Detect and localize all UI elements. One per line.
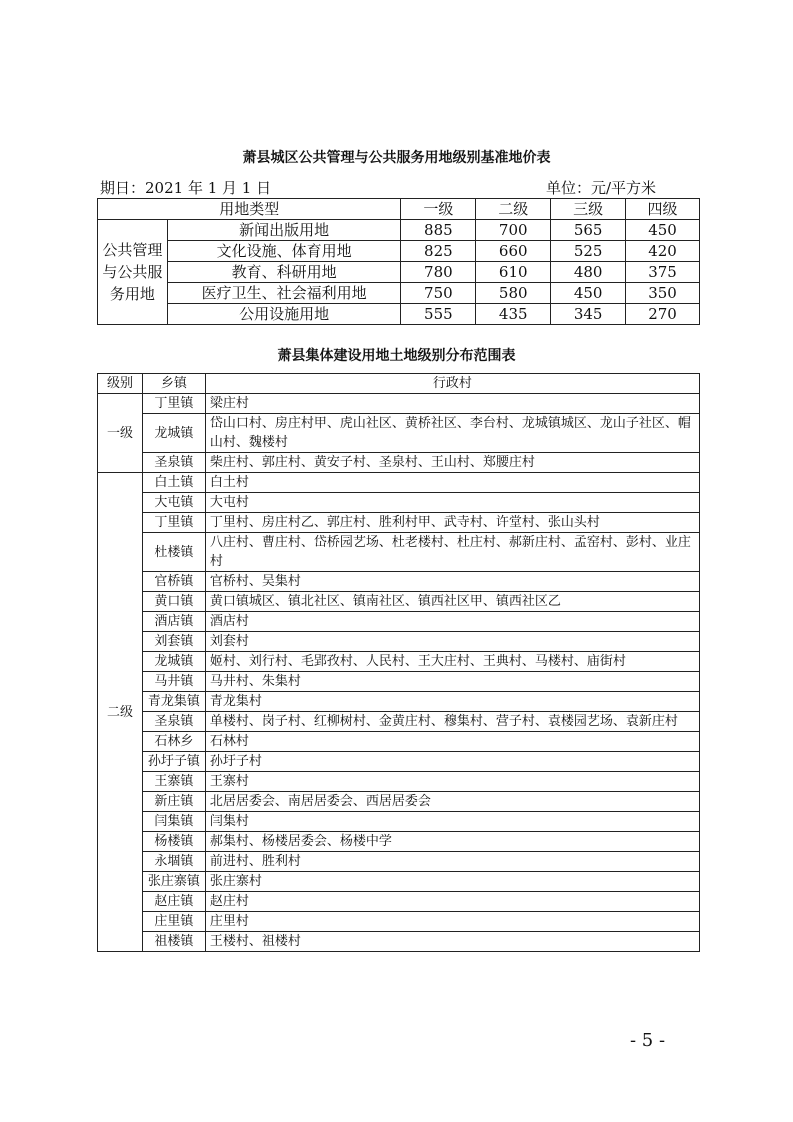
dist-villages: 石林村 [205, 732, 699, 752]
dist-row [98, 792, 700, 812]
dist-row [98, 852, 700, 872]
price-value-level-1: 825 [401, 241, 476, 262]
dist-town: 永堌镇 [142, 852, 205, 872]
page-number: - 5 - [630, 1030, 666, 1051]
price-header-row [98, 199, 700, 220]
price-value-level-4: 450 [626, 220, 700, 241]
dist-row [98, 414, 700, 453]
price-value-level-2: 660 [476, 241, 551, 262]
price-value-level-1: 750 [401, 283, 476, 304]
dist-row [98, 932, 700, 952]
dist-level: 二级 [98, 473, 143, 952]
dist-row [98, 672, 700, 692]
dist-row [98, 612, 700, 632]
dist-town: 新庄镇 [142, 792, 205, 812]
dist-villages: 柴庄村、郭庄村、黄安子村、圣泉村、王山村、郑腰庄村 [205, 453, 699, 473]
price-land-type: 公用设施用地 [167, 304, 401, 325]
dist-table-title: 萧县集体建设用地土地级别分布范围表 [277, 348, 516, 364]
dist-town: 圣泉镇 [142, 712, 205, 732]
price-category: 公共管理与公共服务用地 [98, 220, 168, 325]
dist-villages: 马井村、朱集村 [205, 672, 699, 692]
price-header-type: 用地类型 [98, 199, 401, 220]
price-table [97, 198, 700, 325]
price-value-level-2: 700 [476, 220, 551, 241]
price-header-level-4: 四级 [626, 199, 700, 220]
dist-row [98, 772, 700, 792]
price-land-type: 新闻出版用地 [167, 220, 401, 241]
price-row [98, 220, 700, 241]
price-value-level-3: 565 [551, 220, 626, 241]
dist-row [98, 513, 700, 533]
price-land-type: 教育、科研用地 [167, 262, 401, 283]
dist-row [98, 394, 700, 414]
dist-villages: 官桥村、吴集村 [205, 572, 699, 592]
dist-row [98, 533, 700, 572]
dist-row [98, 912, 700, 932]
dist-row [98, 592, 700, 612]
dist-town: 闫集镇 [142, 812, 205, 832]
dist-town: 圣泉镇 [142, 453, 205, 473]
dist-villages: 孙圩子村 [205, 752, 699, 772]
price-land-type: 文化设施、体育用地 [167, 241, 401, 262]
dist-row [98, 872, 700, 892]
dist-town: 丁里镇 [142, 513, 205, 533]
price-row [98, 283, 700, 304]
dist-villages: 梁庄村 [205, 394, 699, 414]
dist-villages: 王楼村、祖楼村 [205, 932, 699, 952]
dist-row [98, 692, 700, 712]
dist-header-level: 级别 [98, 374, 143, 394]
price-value-level-3: 450 [551, 283, 626, 304]
dist-level: 一级 [98, 394, 143, 473]
price-value-level-3: 345 [551, 304, 626, 325]
dist-villages: 闫集村 [205, 812, 699, 832]
dist-town: 酒店镇 [142, 612, 205, 632]
dist-row [98, 712, 700, 732]
price-value-level-1: 780 [401, 262, 476, 283]
dist-villages: 王寨村 [205, 772, 699, 792]
dist-villages: 白土村 [205, 473, 699, 493]
dist-header-villages: 行政村 [205, 374, 699, 394]
dist-row [98, 453, 700, 473]
dist-villages: 赵庄村 [205, 892, 699, 912]
dist-villages: 黄口镇城区、镇北社区、镇南社区、镇西社区甲、镇西社区乙 [205, 592, 699, 612]
price-value-level-3: 525 [551, 241, 626, 262]
dist-row [98, 572, 700, 592]
dist-villages: 青龙集村 [205, 692, 699, 712]
price-value-level-1: 555 [401, 304, 476, 325]
dist-row [98, 812, 700, 832]
dist-town: 石林乡 [142, 732, 205, 752]
dist-town: 龙城镇 [142, 414, 205, 453]
dist-row [98, 732, 700, 752]
dist-town: 白土镇 [142, 473, 205, 493]
dist-row [98, 493, 700, 513]
dist-row [98, 652, 700, 672]
dist-villages: 刘套村 [205, 632, 699, 652]
dist-town: 马井镇 [142, 672, 205, 692]
dist-town: 杨楼镇 [142, 832, 205, 852]
dist-table [97, 373, 700, 952]
dist-town: 刘套镇 [142, 632, 205, 652]
price-value-level-4: 375 [626, 262, 700, 283]
price-value-level-4: 420 [626, 241, 700, 262]
dist-row [98, 752, 700, 772]
price-row [98, 262, 700, 283]
price-header-level-3: 三级 [551, 199, 626, 220]
dist-villages: 丁里村、房庄村乙、郭庄村、胜利村甲、武寺村、许堂村、张山头村 [205, 513, 699, 533]
dist-town: 赵庄镇 [142, 892, 205, 912]
dist-town: 黄口镇 [142, 592, 205, 612]
dist-town: 龙城镇 [142, 652, 205, 672]
dist-villages: 岱山口村、房庄村甲、虎山社区、黄桥社区、李台村、龙城镇城区、龙山子社区、帽山村、魏楼村 [205, 414, 699, 453]
price-table-body [98, 220, 700, 325]
dist-town: 祖楼镇 [142, 932, 205, 952]
dist-row [98, 632, 700, 652]
dist-town: 王寨镇 [142, 772, 205, 792]
price-value-level-2: 610 [476, 262, 551, 283]
dist-town: 庄里镇 [142, 912, 205, 932]
price-value-level-3: 480 [551, 262, 626, 283]
dist-villages: 前进村、胜利村 [205, 852, 699, 872]
dist-villages: 八庄村、曹庄村、岱桥园艺场、杜老楼村、杜庄村、郝新庄村、孟窑村、彭村、业庄村 [205, 533, 699, 572]
price-value-level-4: 350 [626, 283, 700, 304]
price-row [98, 241, 700, 262]
dist-town: 青龙集镇 [142, 692, 205, 712]
price-table-title: 萧县城区公共管理与公共服务用地级别基准地价表 [242, 150, 551, 166]
dist-header-town: 乡镇 [142, 374, 205, 394]
price-date: 期日：2021 年 1 月 1 日 [100, 179, 272, 197]
dist-town: 大屯镇 [142, 493, 205, 513]
dist-town: 张庄寨镇 [142, 872, 205, 892]
dist-town: 孙圩子镇 [142, 752, 205, 772]
price-row [98, 304, 700, 325]
price-table-meta [100, 177, 698, 197]
dist-villages: 庄里村 [205, 912, 699, 932]
dist-town: 官桥镇 [142, 572, 205, 592]
dist-villages: 大屯村 [205, 493, 699, 513]
price-value-level-2: 580 [476, 283, 551, 304]
dist-villages: 郝集村、杨楼居委会、杨楼中学 [205, 832, 699, 852]
dist-villages: 酒店村 [205, 612, 699, 632]
dist-villages: 单楼村、岗子村、红柳树村、金黄庄村、穆集村、营子村、袁楼园艺场、袁新庄村 [205, 712, 699, 732]
dist-town: 杜楼镇 [142, 533, 205, 572]
dist-row [98, 892, 700, 912]
price-value-level-4: 270 [626, 304, 700, 325]
dist-header-row [98, 374, 700, 394]
price-value-level-1: 885 [401, 220, 476, 241]
price-value-level-2: 435 [476, 304, 551, 325]
dist-table-body [98, 394, 700, 952]
dist-villages: 姬村、刘行村、毛郢孜村、人民村、王大庄村、王典村、马楼村、庙街村 [205, 652, 699, 672]
dist-row [98, 832, 700, 852]
dist-town: 丁里镇 [142, 394, 205, 414]
price-unit: 单位：元/平方米 [545, 179, 656, 197]
price-land-type: 医疗卫生、社会福利用地 [167, 283, 401, 304]
price-header-level-2: 二级 [476, 199, 551, 220]
dist-villages: 北居居委会、南居居委会、西居居委会 [205, 792, 699, 812]
dist-row [98, 473, 700, 493]
price-header-level-1: 一级 [401, 199, 476, 220]
dist-villages: 张庄寨村 [205, 872, 699, 892]
